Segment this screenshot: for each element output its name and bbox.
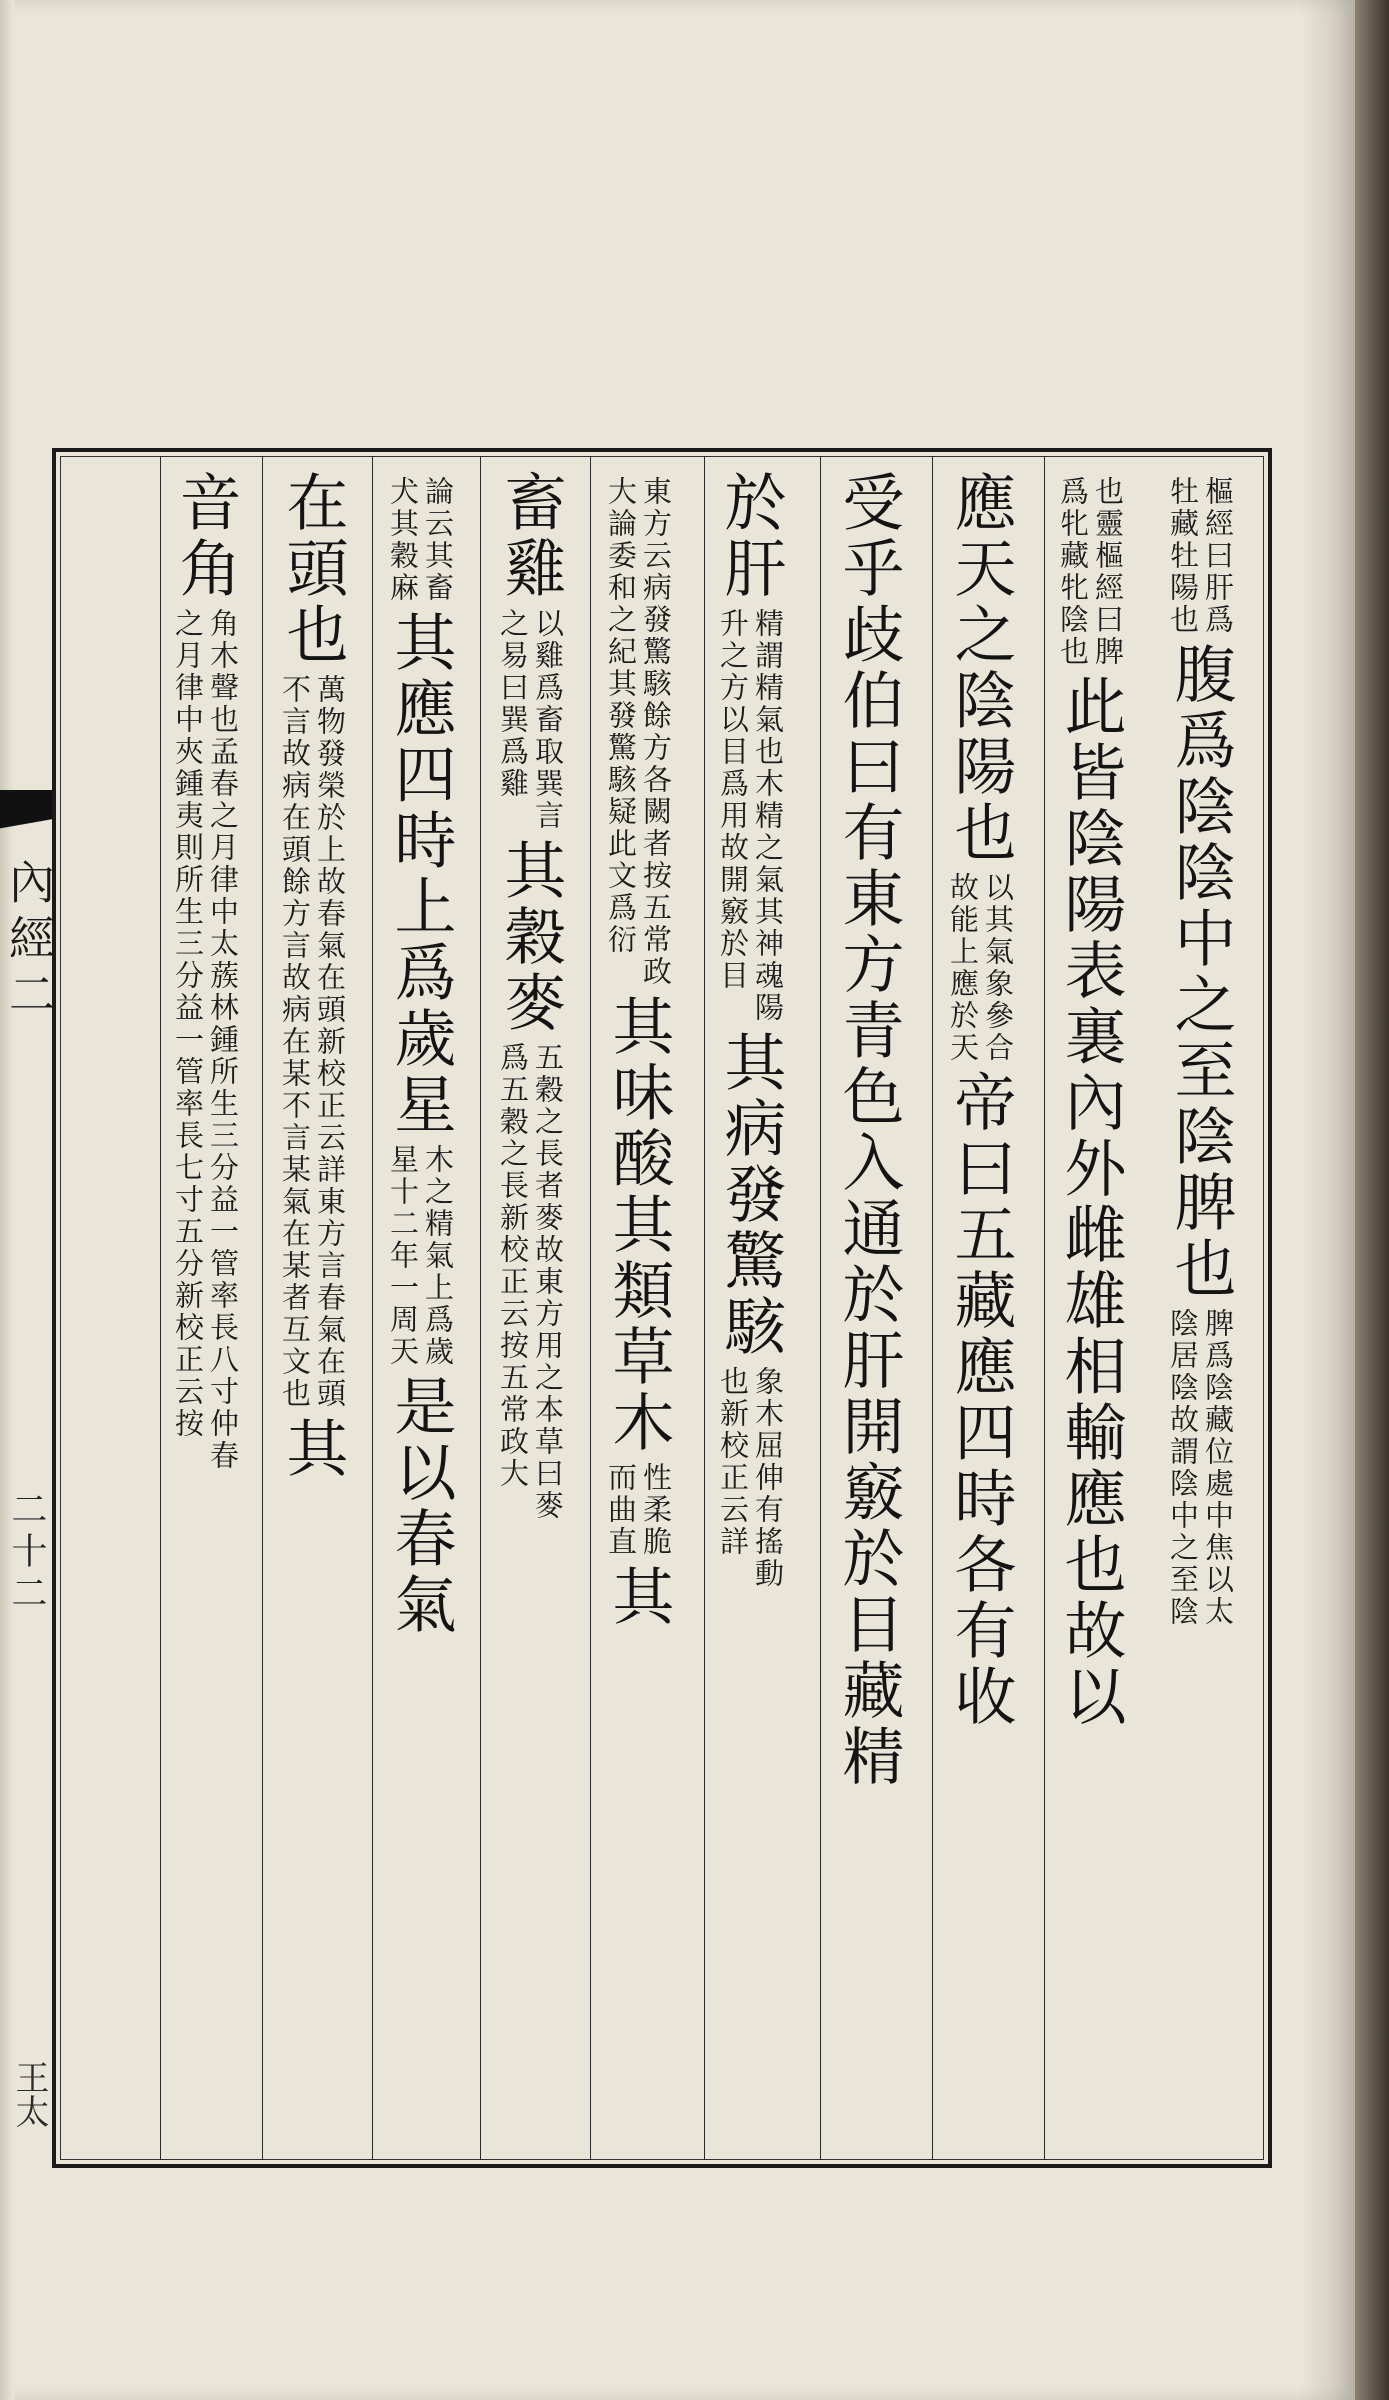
commentary-pair xyxy=(604,476,673,988)
commentary-pair xyxy=(1166,1308,1235,1628)
previous-leaf-edge xyxy=(0,0,14,2400)
commentary-left: 升之方以目爲用故開竅於目 xyxy=(716,608,750,992)
commentary-right: 東方云病發驚駭餘方各闕者按五常政 xyxy=(639,476,673,988)
text-column xyxy=(928,470,1032,2150)
main-text: 於肝 xyxy=(714,470,787,602)
main-text: 其味酸其類草木 xyxy=(602,994,675,1456)
commentary-left: 犬其穀麻 xyxy=(386,476,420,604)
commentary-right: 木之精氣上爲歲 xyxy=(421,1144,455,1368)
commentary-right: 角木聲也孟春之月律中太蔟林鍾所生三分益一管率長八寸仲春 xyxy=(206,608,240,1472)
commentary-right: 也靈樞經曰脾 xyxy=(1091,476,1125,668)
main-text: 音角 xyxy=(169,470,242,602)
leaf-number: 二十二 xyxy=(6,1490,47,1616)
main-text: 此皆陰陽表裏內外雌雄相輸應也故以 xyxy=(1054,674,1127,1730)
commentary-right: 論云其畜 xyxy=(421,476,455,604)
commentary-pair xyxy=(1166,476,1235,636)
commentary-pair xyxy=(1056,476,1125,668)
commentary-left: 星十二年一周天 xyxy=(386,1144,420,1368)
text-column xyxy=(1038,470,1142,2150)
commentary-pair xyxy=(386,476,455,604)
text-column xyxy=(478,470,582,2150)
commentary-pair xyxy=(496,1042,565,1522)
commentary-pair xyxy=(171,608,240,1472)
commentary-left: 牡藏牡陽也 xyxy=(1166,476,1200,636)
commentary-left: 不言故病在頭餘方言故病在某不言某氣在某者互文也 xyxy=(278,674,312,1410)
text-column xyxy=(698,470,802,2150)
commentary-left: 大論委和之紀其發驚駭疑此文爲衍 xyxy=(604,476,638,956)
commentary-pair xyxy=(278,674,347,1410)
commentary-pair xyxy=(604,1462,673,1558)
spine-shadow xyxy=(1300,0,1355,2400)
main-text: 應天之陰陽也 xyxy=(944,470,1017,866)
main-text: 其病發驚駭 xyxy=(714,1030,787,1360)
text-column xyxy=(260,470,364,2150)
commentary-right: 萬物發榮於上故春氣在頭新校正云詳東方言春氣在頭 xyxy=(313,674,347,1410)
commentary-right: 以其氣象參合 xyxy=(981,872,1015,1064)
commentary-right: 五穀之長者麥故東方用之本草曰麥 xyxy=(531,1042,565,1522)
commentary-right: 脾爲陰藏位處中焦以太 xyxy=(1201,1308,1235,1628)
commentary-right: 樞經曰肝爲 xyxy=(1201,476,1235,636)
text-column xyxy=(1148,470,1252,2150)
commentary-right: 象木屈伸有搖動 xyxy=(751,1366,785,1590)
commentary-right: 以雞爲畜取巽言 xyxy=(531,608,565,832)
main-text: 受乎歧伯曰有東方青色入通於肝開竅於目藏精 xyxy=(832,470,905,1790)
text-column xyxy=(816,470,920,2150)
commentary-left: 而曲直 xyxy=(604,1462,638,1558)
commentary-right: 性柔脆 xyxy=(639,1462,673,1558)
commentary-left: 故能上應於天 xyxy=(946,872,980,1064)
text-column xyxy=(586,470,690,2150)
commentary-pair xyxy=(716,608,785,1024)
book-edge xyxy=(1355,0,1389,2400)
commentary-pair xyxy=(946,872,1015,1064)
fold-annotation: 王太 xyxy=(9,2060,49,2128)
main-text: 帝曰五藏應四時各有收 xyxy=(944,1070,1017,1730)
text-column xyxy=(153,470,257,2150)
commentary-right: 精謂精氣也木精之氣其神魂陽 xyxy=(751,608,785,1024)
main-text: 腹爲陰陰中之至陰脾也 xyxy=(1164,642,1237,1302)
commentary-pair xyxy=(716,1366,785,1590)
commentary-left: 爲五穀之長新校正云按五常政大 xyxy=(496,1042,530,1490)
commentary-pair xyxy=(386,1144,455,1368)
main-text: 其 xyxy=(276,1416,349,1482)
commentary-left: 也新校正云詳 xyxy=(716,1366,750,1558)
main-text: 在頭也 xyxy=(276,470,349,668)
main-text: 其應四時上爲歲星 xyxy=(384,610,457,1138)
commentary-left: 之月律中夾鍾夷則所生三分益一管率長七寸五分新校正云按 xyxy=(171,608,205,1440)
main-text: 其穀麥 xyxy=(494,838,567,1036)
text-column xyxy=(368,470,472,2150)
commentary-left: 爲牝藏牝陰也 xyxy=(1056,476,1090,668)
fold-title: 內經二 xyxy=(2,858,56,1026)
commentary-left: 之易曰巽爲雞 xyxy=(496,608,530,800)
commentary-left: 陰居陰故謂陰中之至陰 xyxy=(1166,1308,1200,1628)
commentary-pair xyxy=(496,608,565,832)
main-text: 畜雞 xyxy=(494,470,567,602)
fishtail-block xyxy=(0,790,52,850)
main-text: 其 xyxy=(602,1564,675,1630)
main-text: 是以春氣 xyxy=(384,1374,457,1638)
